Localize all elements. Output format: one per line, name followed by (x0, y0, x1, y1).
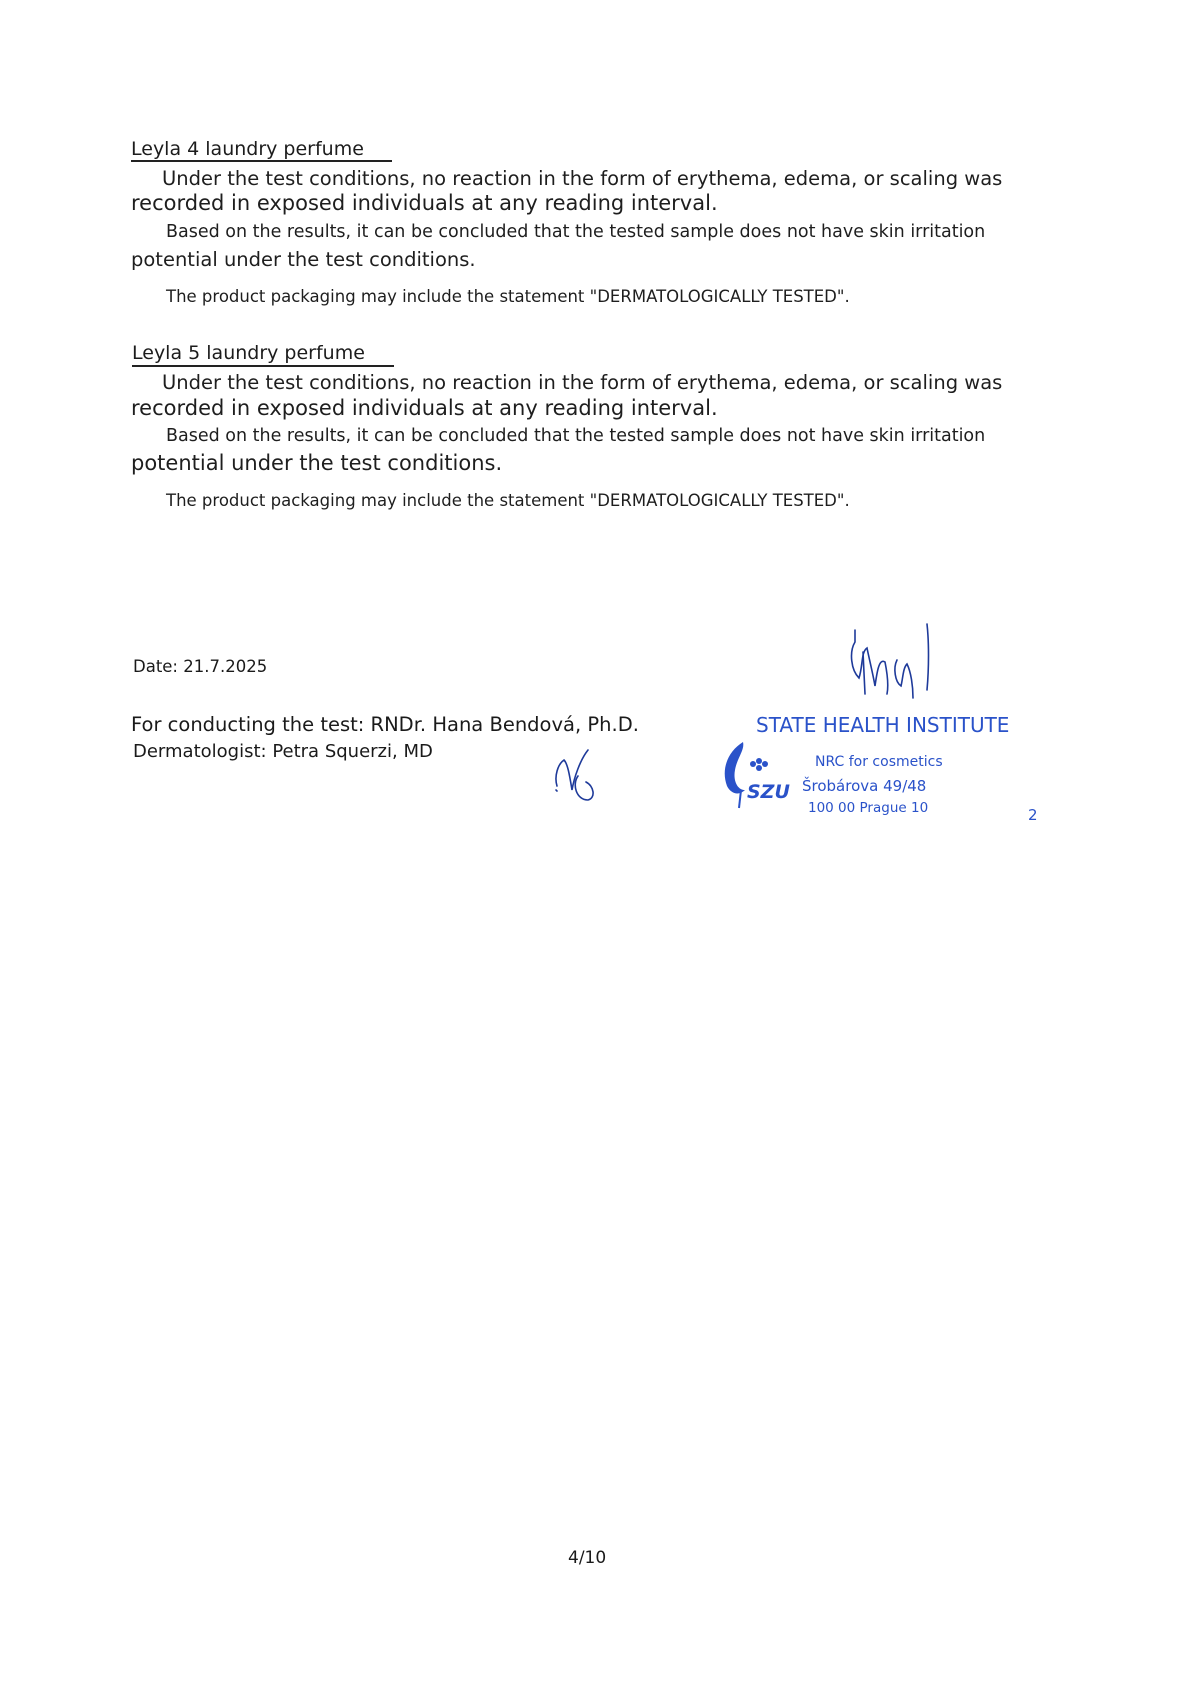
stamp-number: 2 (1028, 806, 1038, 824)
title-underline (132, 365, 394, 367)
department-text: NRC for cosmetics (815, 754, 943, 770)
conclusion-text: potential under the test conditions. (131, 451, 503, 475)
conclusion-text: Based on the results, it can be concluded that the tested sample does not have skin irritation (166, 426, 986, 446)
logo-text: SZU (747, 781, 790, 803)
section-title: Leyla 4 laundry perfume (131, 138, 364, 160)
director-signature (845, 622, 945, 722)
city-text: 100 00 Prague 10 (808, 800, 929, 816)
result-text: Under the test conditions, no reaction in the form of erythema, edema, or scaling was (162, 371, 1003, 394)
date-label: Date: 21.7.2025 (133, 657, 268, 676)
institute-name: STATE HEALTH INSTITUTE (756, 713, 1010, 737)
conclusion-text: Based on the results, it can be concluded that the tested sample does not have skin irritation (166, 222, 986, 242)
conductor-line: For conducting the test: RNDr. Hana Bendová, Ph.D. (131, 713, 639, 736)
statement-text: The product packaging may include the statement "DERMATOLOGICALLY TESTED". (166, 491, 850, 510)
initials-signature (550, 738, 620, 808)
result-text: recorded in exposed individuals at any reading interval. (131, 396, 718, 420)
page-number: 4/10 (568, 1548, 607, 1568)
statement-text: The product packaging may include the statement "DERMATOLOGICALLY TESTED". (166, 287, 850, 306)
result-text: recorded in exposed individuals at any reading interval. (131, 191, 718, 215)
dermatologist-line: Dermatologist: Petra Squerzi, MD (133, 741, 433, 762)
result-text: Under the test conditions, no reaction in the form of erythema, edema, or scaling was (162, 167, 1003, 190)
street-text: Šrobárova 49/48 (802, 777, 927, 795)
conclusion-text: potential under the test conditions. (131, 248, 476, 271)
section-title: Leyla 5 laundry perfume (132, 342, 365, 364)
title-underline (131, 160, 392, 162)
